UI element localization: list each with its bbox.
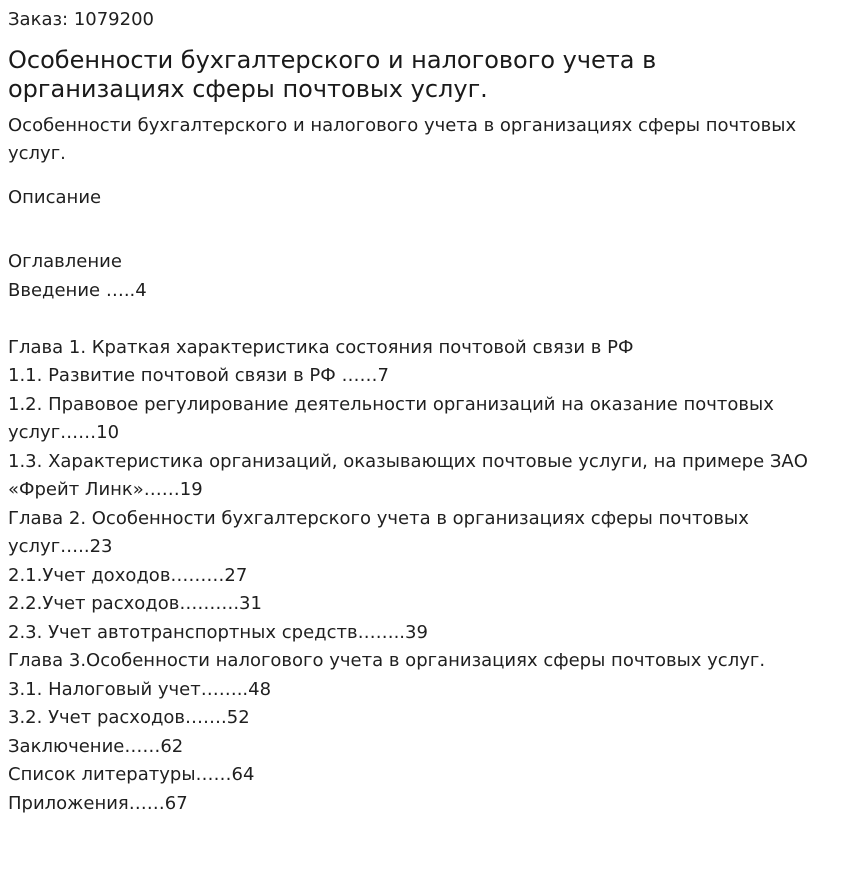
toc-item: Список литературы……64 — [8, 764, 255, 785]
toc-item: 2.2.Учет расходов……….31 — [8, 593, 262, 614]
toc-item: Приложения……67 — [8, 792, 188, 814]
order-number: Заказ: 1079200 — [8, 9, 154, 30]
toc-item: 1.1. Развитие почтовой связи в РФ ……7 — [8, 365, 389, 386]
toc-item: 2.3. Учет автотранспортных средств……..39 — [8, 621, 428, 643]
page-title: Особенности бухгалтерского и налогового учета в организациях сферы почтовых услуг. — [8, 46, 657, 103]
toc-item: Заключение……62 — [8, 735, 184, 757]
toc-item: 1.2. Правовое регулирование деятельности организаций на оказание почтовых услуг……10 — [8, 393, 774, 443]
toc-item: 3.1. Налоговый учет……..48 — [8, 678, 272, 700]
toc-item: Глава 1. Краткая характеристика состояния почтовой связи в РФ — [8, 336, 634, 358]
toc-item: 1.3. Характеристика организаций, оказывающих почтовые услуги, на примере ЗАО «Фрейт Линк»……19 — [8, 450, 808, 500]
toc-item: 3.2. Учет расходов…….52 — [8, 707, 250, 728]
page-subtitle: Особенности бухгалтерского и налогового учета в организациях сферы почтовых услуг. — [8, 115, 797, 164]
toc-item: Глава 3.Особенности налогового учета в организациях сферы почтовых услуг. — [8, 650, 766, 671]
description-heading: Описание — [8, 187, 102, 208]
table-of-contents — [8, 248, 839, 818]
toc-item: 2.1.Учет доходов………27 — [8, 564, 248, 586]
toc-item: Введение …..4 — [8, 279, 147, 301]
toc-heading: Оглавление — [8, 251, 122, 272]
toc-item: Глава 2. Особенности бухгалтерского учета в организациях сферы почтовых услуг…..23 — [8, 507, 749, 557]
